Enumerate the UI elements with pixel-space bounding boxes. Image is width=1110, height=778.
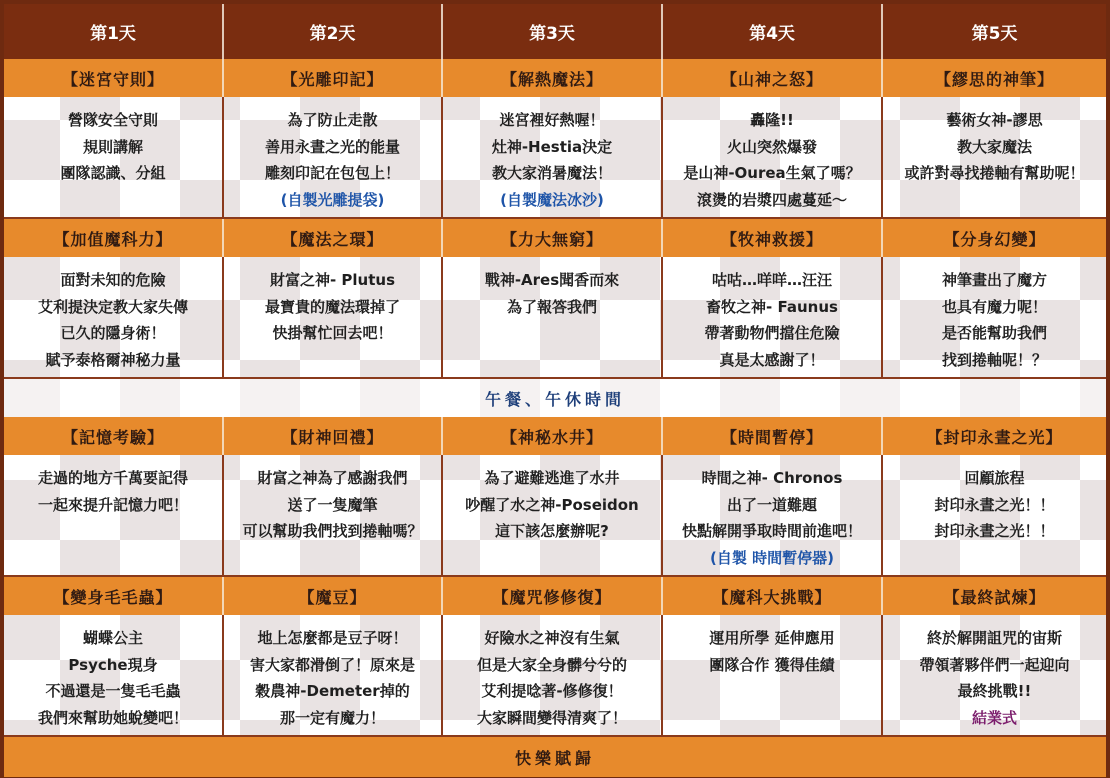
description-line: 出了一道難題 [726, 495, 817, 514]
description-line: 終於解開詛咒的宙斯 [926, 629, 1062, 647]
description-line: 快點解開爭取時間前進吧！ [681, 522, 862, 540]
description-line: 咕咕…咩咩…汪汪 [711, 271, 832, 289]
description-line: 是山神-Ourea生氣了嗎？ [683, 164, 861, 182]
description-line: 為了報答我們 [506, 297, 597, 316]
session-title: 【魔豆】 [223, 576, 442, 615]
description-line: 運用所學 延伸應用 [709, 629, 835, 647]
day-header: 第5天 [882, 4, 1106, 59]
session-title: 【財神回禮】 [223, 417, 442, 455]
session-description [442, 615, 662, 736]
session-description [442, 97, 662, 218]
description-line: 教大家消暑魔法！ [491, 164, 612, 182]
day-header: 第2天 [223, 4, 442, 59]
session-body-row [4, 615, 1106, 736]
session-body-row [4, 257, 1106, 378]
session-description [882, 615, 1106, 736]
description-line: 這下該怎麼辦呢? [495, 522, 609, 540]
session-description [4, 455, 223, 576]
description-line: 面對未知的危險 [60, 271, 166, 289]
description-line: 轟隆!! [750, 111, 794, 129]
description-line: 吵醒了水之神-Poseidon [465, 495, 639, 514]
session-title: 【光雕印記】 [223, 59, 442, 97]
description-line: 真是太感謝了！ [719, 350, 825, 369]
session-title: 【加值魔科力】 [4, 218, 223, 257]
session-title: 【解熱魔法】 [442, 59, 662, 97]
description-line: 帶領著夥伴們一起迎向 [919, 655, 1070, 674]
description-line: 不過還是一隻毛毛蟲 [45, 682, 181, 700]
description-line: 封印永晝之光！！ [934, 522, 1055, 540]
session-description [4, 615, 223, 736]
highlight-line: (自製魔法冰沙) [500, 190, 604, 209]
description-line: 為了避難逃進了水井 [484, 469, 620, 487]
description-line: 害大家都滑倒了！原來是 [249, 655, 415, 674]
description-line: 地上怎麼都是豆子呀！ [257, 629, 408, 647]
session-description [4, 97, 223, 218]
description-line: 雕刻印記在包包上！ [264, 164, 400, 182]
description-line: 團隊合作 獲得佳績 [709, 655, 835, 674]
description-line: 可以幫助我們找到捲軸嗎？ [242, 522, 423, 540]
description-line: 帶著動物們擋住危險 [704, 324, 840, 342]
description-line: 時間之神- Chronos [701, 469, 843, 487]
session-body-row [4, 97, 1106, 218]
description-line: 走過的地方千萬要記得 [37, 469, 188, 487]
description-line: 財富之神為了感謝我們 [257, 469, 408, 487]
description-line: 畜牧之神- Faunus [706, 297, 838, 316]
session-title: 【分身幻變】 [882, 218, 1106, 257]
session-description [223, 97, 442, 218]
description-line: 封印永晝之光！！ [934, 495, 1055, 514]
session-title: 【神秘水井】 [442, 417, 662, 455]
session-description [662, 455, 882, 576]
session-title: 【魔科大挑戰】 [662, 576, 882, 615]
description-line: 財富之神- Plutus [269, 271, 396, 289]
session-title: 【牧神救援】 [662, 218, 882, 257]
description-line: 賦予泰格爾神秘力量 [45, 350, 181, 369]
description-line: 送了一隻魔筆 [287, 495, 378, 514]
highlight-line: 結業式 [971, 708, 1017, 727]
session-title: 【力大無窮】 [442, 218, 662, 257]
footer-row [4, 736, 1106, 777]
session-title-row [4, 576, 1106, 615]
day-header-row [4, 4, 1106, 59]
day-header: 第3天 [442, 4, 662, 59]
session-description [882, 257, 1106, 378]
session-title: 【繆思的神筆】 [882, 59, 1106, 97]
description-line: 蝴蝶公主 [82, 629, 143, 647]
description-line: 一起來提升記憶力吧！ [37, 495, 188, 514]
session-description [223, 615, 442, 736]
description-line: 好險水之神沒有生氣 [484, 629, 620, 647]
description-line: 營隊安全守則 [67, 111, 158, 129]
farewell-label: 快樂賦歸 [4, 736, 1106, 777]
description-line: 找到捲軸呢！？ [941, 350, 1047, 369]
session-title-row [4, 59, 1106, 97]
session-title: 【時間暫停】 [662, 417, 882, 455]
session-description [442, 257, 662, 378]
description-line: 迷宮裡好熱喔！ [499, 111, 605, 129]
highlight-line: (自製 時間暫停器) [710, 548, 834, 567]
description-line: 快掛幫忙回去吧！ [272, 324, 393, 342]
description-line: 教大家魔法 [956, 137, 1032, 156]
session-body-row [4, 455, 1106, 576]
description-line: 規則講解 [82, 137, 143, 156]
session-description [662, 257, 882, 378]
description-line: 最終挑戰!! [957, 682, 1032, 700]
day-header: 第1天 [4, 4, 223, 59]
description-line: 穀農神-Demeter掉的 [255, 682, 410, 700]
description-line: 或許對尋找捲軸有幫助呢！ [904, 164, 1085, 182]
session-title: 【迷宮守則】 [4, 59, 223, 97]
session-title: 【最終試煉】 [882, 576, 1106, 615]
description-line: 艾利提決定教大家失傳 [37, 297, 188, 316]
description-line: 是否能幫助我們 [941, 324, 1047, 342]
description-line: 神筆畫出了魔方 [941, 271, 1047, 289]
session-description [223, 257, 442, 378]
lunch-row [4, 378, 1106, 417]
description-line: 團隊認識、分組 [60, 164, 166, 182]
description-line: 最寶貴的魔法環掉了 [264, 297, 400, 316]
session-description [882, 455, 1106, 576]
session-title: 【山神之怒】 [662, 59, 882, 97]
session-title: 【魔法之環】 [223, 218, 442, 257]
description-line: 那一定有魔力！ [279, 708, 385, 727]
description-line: 但是大家全身髒兮兮的 [476, 655, 627, 674]
description-line: 戰神-Ares聞香而來 [484, 271, 620, 289]
session-title: 【封印永晝之光】 [882, 417, 1106, 455]
description-line: 為了防止走散 [287, 111, 378, 129]
schedule-table [4, 4, 1106, 777]
session-title-row [4, 417, 1106, 455]
description-line: 艾利提唸著-修修復！ [481, 682, 623, 700]
session-description [662, 615, 882, 736]
highlight-line: (自製光雕提袋) [280, 190, 385, 209]
session-title-row [4, 218, 1106, 257]
description-line: 已久的隱身術！ [60, 324, 166, 342]
session-title: 【記憶考驗】 [4, 417, 223, 455]
description-line: 大家瞬間變得清爽了！ [476, 708, 627, 727]
lunch-break-label: 午餐、午休時間 [4, 378, 1106, 417]
session-title: 【魔咒修修復】 [442, 576, 662, 615]
description-line: 我們來幫助她蛻變吧！ [37, 708, 188, 727]
session-description [882, 97, 1106, 218]
description-line: 回顧旅程 [964, 469, 1025, 487]
day-header: 第4天 [662, 4, 882, 59]
description-line: 藝術女神-謬思 [946, 111, 1043, 129]
description-line: 善用永晝之光的能量 [264, 137, 400, 156]
session-description [442, 455, 662, 576]
session-description [662, 97, 882, 218]
description-line: 火山突然爆發 [726, 137, 817, 156]
session-description [4, 257, 223, 378]
description-line: 滾燙的岩漿四處蔓延～ [696, 190, 847, 209]
description-line: 灶神-Hestia決定 [491, 137, 613, 156]
description-line: Psyche現身 [68, 655, 158, 674]
session-description [223, 455, 442, 576]
session-title: 【變身毛毛蟲】 [4, 576, 223, 615]
description-line: 也具有魔力呢！ [941, 297, 1047, 316]
